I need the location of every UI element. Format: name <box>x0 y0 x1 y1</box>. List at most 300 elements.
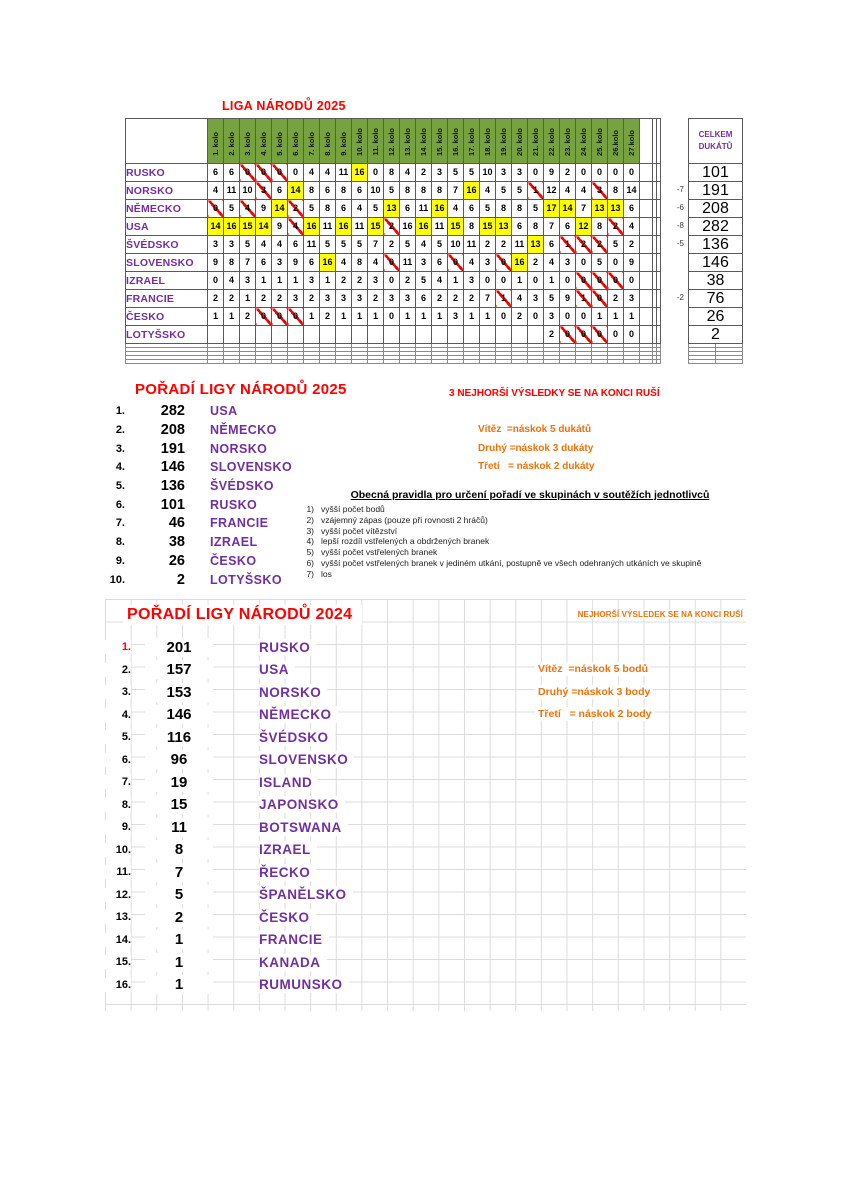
score-cell: 1 <box>544 272 560 290</box>
ranking-row <box>105 726 746 749</box>
score-cell <box>304 326 320 344</box>
rule-number: 3) <box>306 525 314 536</box>
score-cell: 4 <box>336 254 352 272</box>
score-cell: 5 <box>512 182 528 200</box>
rules-title: Obecná pravidla pro určení pořadí ve skupinách v soutěžích jednotlivců <box>350 489 710 501</box>
team-name: SLOVENSKO <box>210 460 293 475</box>
score-cell: 1 <box>400 308 416 326</box>
round-header: 16. kolo <box>448 119 464 164</box>
score-cell: 2 <box>608 218 624 236</box>
score-cell: 13 <box>528 236 544 254</box>
points-value: 282 <box>160 403 185 420</box>
score-cell: 8 <box>224 254 240 272</box>
score-cell <box>496 326 512 344</box>
score-cell: 2 <box>384 218 400 236</box>
score-cell: 2 <box>480 236 496 254</box>
score-cell: 4 <box>320 164 336 182</box>
team-name: NORSKO <box>210 441 268 456</box>
liga-table-title: LIGA NÁRODŮ 2025 <box>222 99 346 113</box>
ranking-row <box>105 794 746 817</box>
score-cell <box>432 326 448 344</box>
score-cell: 9 <box>256 200 272 218</box>
score-cell: 16 <box>304 218 320 236</box>
points-value: 191 <box>160 440 185 457</box>
rule-text: lepší rozdíl vstřelených a obdržených branek <box>321 536 490 547</box>
total-value: 76 <box>689 290 743 308</box>
rank-label: 7. <box>105 775 131 789</box>
points-value: 1 <box>145 975 213 994</box>
score-cell: 16 <box>400 218 416 236</box>
points-value: 8 <box>145 840 213 859</box>
team-name: JAPONSKO <box>259 796 345 813</box>
score-cell: 0 <box>256 308 272 326</box>
round-header: 1. kolo <box>208 119 224 164</box>
team-row <box>126 164 661 182</box>
total-value: 191 <box>689 182 743 200</box>
score-cell: 7 <box>448 182 464 200</box>
score-cell: 16 <box>224 218 240 236</box>
score-cell: 1 <box>432 308 448 326</box>
team-row <box>126 218 661 236</box>
score-cell: 4 <box>304 164 320 182</box>
score-cell: 11 <box>400 254 416 272</box>
points-value: 146 <box>160 459 185 476</box>
rule-number: 1) <box>306 504 314 514</box>
team-name: USA <box>210 404 238 419</box>
score-cell: 5 <box>608 236 624 254</box>
rule-text: vzájemný zápas (pouze při rovnosti 2 hráčů) <box>321 514 488 525</box>
score-cell: 6 <box>224 164 240 182</box>
score-cell: 16 <box>320 254 336 272</box>
score-cell: 1 <box>224 308 240 326</box>
score-cell: 6 <box>288 236 304 254</box>
round-header: 6. kolo <box>288 119 304 164</box>
score-cell: 0 <box>576 272 592 290</box>
score-cell: 6 <box>560 218 576 236</box>
score-cell: 11 <box>304 236 320 254</box>
score-cell <box>448 326 464 344</box>
score-cell: 2 <box>320 308 336 326</box>
score-cell: 6 <box>432 254 448 272</box>
rule-text: vyšší počet bodů <box>321 504 385 514</box>
rule-item <box>298 504 762 515</box>
score-cell: 0 <box>624 164 640 182</box>
score-cell: 0 <box>608 254 624 272</box>
rank-label: 14. <box>105 933 131 947</box>
rank-label: 6. <box>105 753 131 767</box>
score-cell: 16 <box>512 254 528 272</box>
score-cell: 2 <box>512 308 528 326</box>
bonus-note: Vítěz =náskok 5 bodů <box>535 658 655 681</box>
liga-table-wrap <box>125 118 661 364</box>
score-cell: 1 <box>624 308 640 326</box>
round-header: 3. kolo <box>240 119 256 164</box>
team-name: KANADA <box>259 954 327 971</box>
ranking-2024-title: POŘADÍ LIGY NÁRODŮ 2024 <box>123 605 362 625</box>
score-cell: 1 <box>288 272 304 290</box>
score-cell: 9 <box>272 218 288 236</box>
team-name: ISLAND <box>259 774 318 791</box>
bonus-note: Vítěz =náskok 5 dukátů <box>478 424 592 435</box>
ranking-row <box>105 861 746 884</box>
rank-label: 3. <box>105 685 131 699</box>
score-cell: 1 <box>336 308 352 326</box>
points-value: 157 <box>145 660 213 679</box>
score-cell <box>512 326 528 344</box>
rank-label: 13. <box>105 910 131 924</box>
score-cell: 3 <box>336 290 352 308</box>
ranking-row <box>100 421 292 440</box>
score-cell: 8 <box>384 164 400 182</box>
rank-label: 9. <box>105 820 131 834</box>
score-cell: 8 <box>608 182 624 200</box>
score-cell: 2 <box>528 254 544 272</box>
empty-grid-row <box>126 360 661 364</box>
rules-items <box>298 504 762 580</box>
points-value: 153 <box>145 683 213 702</box>
rank-label: 15. <box>105 955 131 969</box>
score-cell: 5 <box>304 200 320 218</box>
ranking-row <box>100 458 292 477</box>
score-cell: 5 <box>592 254 608 272</box>
rank-label: 3. <box>115 442 125 455</box>
score-cell: 1 <box>240 290 256 308</box>
score-cell: 4 <box>272 236 288 254</box>
score-cell <box>528 326 544 344</box>
score-cell: 1 <box>608 308 624 326</box>
score-cell: 0 <box>560 308 576 326</box>
team-name: RUMUNSKO <box>259 976 349 993</box>
score-cell: 1 <box>576 290 592 308</box>
score-cell: 0 <box>576 254 592 272</box>
score-cell: 6 <box>320 182 336 200</box>
rule-text: vyšší počet vstřelených branek v jediném utkání, postupně ve všech odehraných utkáních ve skupině <box>321 557 702 568</box>
score-cell: 3 <box>464 272 480 290</box>
team-row <box>126 182 661 200</box>
team-label: LOTYŠSKO <box>126 326 208 344</box>
team-label: SLOVENSKO <box>126 254 208 272</box>
ranking-row <box>100 402 292 421</box>
ranking-row <box>105 884 746 907</box>
score-cell: 1 <box>592 308 608 326</box>
score-cell: 2 <box>560 164 576 182</box>
score-cell: 5 <box>224 200 240 218</box>
score-cell: 5 <box>480 200 496 218</box>
ranking-row <box>100 495 292 514</box>
team-label: NORSKO <box>126 182 208 200</box>
score-cell: 16 <box>432 200 448 218</box>
round-header: 21. kolo <box>528 119 544 164</box>
team-name: ŠPANĚLSKO <box>259 886 353 903</box>
rule-text: los <box>321 568 332 579</box>
points-value: 19 <box>145 773 213 792</box>
score-cell: 9 <box>560 290 576 308</box>
round-header: 11. kolo <box>368 119 384 164</box>
score-cell: 0 <box>496 254 512 272</box>
totals-box <box>688 118 743 364</box>
team-label: USA <box>126 218 208 236</box>
points-value: 96 <box>145 750 213 769</box>
points-value: 38 <box>168 534 185 551</box>
score-cell <box>368 326 384 344</box>
score-cell: 4 <box>464 254 480 272</box>
score-cell: 3 <box>448 308 464 326</box>
score-cell: 11 <box>464 236 480 254</box>
score-cell: 6 <box>208 164 224 182</box>
cancelled-points-label: -7 <box>676 185 684 194</box>
totals-table <box>688 118 743 364</box>
score-cell: 5 <box>496 182 512 200</box>
score-cell: 0 <box>288 164 304 182</box>
score-cell: 7 <box>240 254 256 272</box>
score-cell: 13 <box>608 200 624 218</box>
score-cell: 2 <box>352 272 368 290</box>
score-cell: 3 <box>208 236 224 254</box>
score-cell: 7 <box>480 290 496 308</box>
score-cell: 8 <box>432 182 448 200</box>
score-cell: 1 <box>464 308 480 326</box>
score-cell: 2 <box>496 236 512 254</box>
points-value: 136 <box>160 478 185 495</box>
round-header: 24. kolo <box>576 119 592 164</box>
points-value: 101 <box>160 496 185 513</box>
score-cell: 5 <box>384 182 400 200</box>
score-cell: 3 <box>560 254 576 272</box>
score-cell: 3 <box>320 290 336 308</box>
rank-label: 4. <box>105 708 131 722</box>
score-cell: 9 <box>288 254 304 272</box>
team-name: USA <box>259 661 295 678</box>
points-value: 201 <box>145 638 213 657</box>
cancelled-points-label <box>664 307 684 325</box>
rule-item <box>298 526 762 537</box>
score-cell: 3 <box>496 164 512 182</box>
score-cell: 11 <box>320 218 336 236</box>
score-cell: 0 <box>384 308 400 326</box>
round-header: 15. kolo <box>432 119 448 164</box>
score-cell: 0 <box>256 164 272 182</box>
score-cell: 8 <box>528 218 544 236</box>
score-cell <box>288 326 304 344</box>
ranking-row <box>100 552 292 571</box>
score-cell: 11 <box>512 236 528 254</box>
score-cell: 4 <box>512 290 528 308</box>
round-header: 4. kolo <box>256 119 272 164</box>
rank-label: 11. <box>105 865 131 879</box>
score-cell: 8 <box>352 254 368 272</box>
cancelled-points-label <box>664 271 684 289</box>
round-header: 2. kolo <box>224 119 240 164</box>
score-cell: 9 <box>544 164 560 182</box>
team-row <box>126 236 661 254</box>
bonus-note: Třetí = náskok 2 body <box>535 703 655 726</box>
rule-text: vyšší počet vstřelených branek <box>321 547 438 558</box>
score-cell: 7 <box>544 218 560 236</box>
score-cell: 0 <box>592 290 608 308</box>
score-cell: 2 <box>304 290 320 308</box>
team-name: NĚMECKO <box>259 706 338 723</box>
bonus-note: Třetí = náskok 2 dukáty <box>478 461 595 473</box>
cancelled-points-column <box>664 163 684 343</box>
points-value: 7 <box>145 863 213 882</box>
score-cell: 0 <box>592 326 608 344</box>
score-cell: 2 <box>400 272 416 290</box>
score-cell: 2 <box>464 290 480 308</box>
points-value: 1 <box>145 930 213 949</box>
points-value: 2 <box>176 571 185 588</box>
team-name: RUSKO <box>210 497 258 512</box>
score-cell: 2 <box>208 290 224 308</box>
score-cell: 5 <box>336 236 352 254</box>
score-cell: 9 <box>624 254 640 272</box>
score-cell <box>224 326 240 344</box>
round-header: 25. kolo <box>592 119 608 164</box>
empty-grid-row <box>689 360 743 364</box>
score-cell: 0 <box>592 272 608 290</box>
score-cell <box>240 326 256 344</box>
score-cell: 3 <box>352 290 368 308</box>
score-cell: 0 <box>496 272 512 290</box>
score-cell: 3 <box>432 164 448 182</box>
round-header: 14. kolo <box>416 119 432 164</box>
score-cell: 1 <box>304 308 320 326</box>
ranking-row <box>105 771 746 794</box>
score-cell: 4 <box>352 200 368 218</box>
round-header: 8. kolo <box>320 119 336 164</box>
score-cell: 0 <box>448 254 464 272</box>
rule-item <box>298 547 762 558</box>
score-cell: 5 <box>528 200 544 218</box>
cancelled-points-label <box>664 163 684 181</box>
score-cell: 14 <box>256 218 272 236</box>
score-cell: 0 <box>528 164 544 182</box>
total-value: 38 <box>689 272 743 290</box>
score-cell <box>336 326 352 344</box>
score-cell: 1 <box>496 290 512 308</box>
team-label: ČESKO <box>126 308 208 326</box>
rule-number: 5) <box>306 547 314 558</box>
score-cell: 8 <box>512 200 528 218</box>
score-cell: 3 <box>256 182 272 200</box>
score-cell: 2 <box>256 290 272 308</box>
score-cell: 14 <box>208 218 224 236</box>
score-cell: 2 <box>624 236 640 254</box>
ranking-row <box>105 951 746 974</box>
score-cell: 15 <box>368 218 384 236</box>
ranking-row <box>105 839 746 862</box>
score-cell: 3 <box>528 290 544 308</box>
score-cell: 3 <box>224 236 240 254</box>
rank-label: 10. <box>109 573 125 586</box>
points-value: 146 <box>145 705 213 724</box>
round-header: 9. kolo <box>336 119 352 164</box>
score-cell: 1 <box>368 308 384 326</box>
total-value: 2 <box>689 326 743 344</box>
score-cell: 0 <box>624 326 640 344</box>
rank-label: 1. <box>115 405 125 418</box>
score-cell: 0 <box>576 326 592 344</box>
score-cell: 13 <box>384 200 400 218</box>
team-name: ŠVÉDSKO <box>259 729 335 746</box>
round-header: 23. kolo <box>560 119 576 164</box>
score-cell: 6 <box>624 200 640 218</box>
points-value: 2 <box>145 908 213 927</box>
score-cell: 6 <box>304 254 320 272</box>
bonus-note: Druhý =náskok 3 dukáty <box>478 442 594 454</box>
score-cell: 0 <box>272 164 288 182</box>
score-cell <box>480 326 496 344</box>
score-cell: 1 <box>416 308 432 326</box>
round-header: 12. kolo <box>384 119 400 164</box>
score-cell: 3 <box>512 164 528 182</box>
score-cell: 13 <box>592 200 608 218</box>
score-cell: 4 <box>400 164 416 182</box>
score-cell: 1 <box>256 272 272 290</box>
score-cell: 0 <box>576 164 592 182</box>
score-cell <box>352 326 368 344</box>
round-header: 19. kolo <box>496 119 512 164</box>
points-value: 11 <box>145 818 213 837</box>
score-cell: 0 <box>272 308 288 326</box>
rank-label: 2. <box>105 663 131 677</box>
ranking-2025-title: POŘADÍ LIGY NÁRODŮ 2025 <box>135 381 347 398</box>
team-name: FRANCIE <box>210 516 269 531</box>
score-cell: 6 <box>544 236 560 254</box>
rank-label: 4. <box>115 461 125 474</box>
score-cell: 1 <box>560 236 576 254</box>
points-value: 26 <box>168 552 185 569</box>
ranking-row <box>105 749 746 772</box>
points-value: 5 <box>145 885 213 904</box>
team-label: FRANCIE <box>126 290 208 308</box>
score-cell: 0 <box>608 164 624 182</box>
score-cell: 3 <box>304 272 320 290</box>
score-cell: 2 <box>384 236 400 254</box>
cancelled-points-label <box>664 325 684 343</box>
score-cell: 3 <box>544 308 560 326</box>
score-cell: 2 <box>592 236 608 254</box>
ranking-row <box>105 929 746 952</box>
score-cell: 16 <box>352 164 368 182</box>
score-cell: 0 <box>384 272 400 290</box>
score-cell: 7 <box>368 236 384 254</box>
team-label: NĚMECKO <box>126 200 208 218</box>
score-cell: 11 <box>352 218 368 236</box>
score-cell: 2 <box>544 326 560 344</box>
score-cell: 10 <box>448 236 464 254</box>
score-cell: 15 <box>240 218 256 236</box>
rank-label: 10. <box>105 843 131 857</box>
points-value: 46 <box>168 515 185 532</box>
team-name: FRANCIE <box>259 931 329 948</box>
rule-item <box>298 536 762 547</box>
score-cell: 14 <box>624 182 640 200</box>
total-value: 208 <box>689 200 743 218</box>
team-name: NORSKO <box>259 684 327 701</box>
cancelled-points-label: -8 <box>676 221 684 230</box>
score-cell: 8 <box>400 182 416 200</box>
score-cell <box>384 326 400 344</box>
team-name: ČESKO <box>210 553 257 568</box>
score-cell: 14 <box>288 182 304 200</box>
rule-number: 4) <box>306 536 314 547</box>
score-cell: 5 <box>448 164 464 182</box>
score-cell: 4 <box>208 182 224 200</box>
score-cell: 4 <box>416 236 432 254</box>
score-cell: 1 <box>352 308 368 326</box>
team-name: NĚMECKO <box>210 423 277 438</box>
score-cell: 3 <box>384 290 400 308</box>
